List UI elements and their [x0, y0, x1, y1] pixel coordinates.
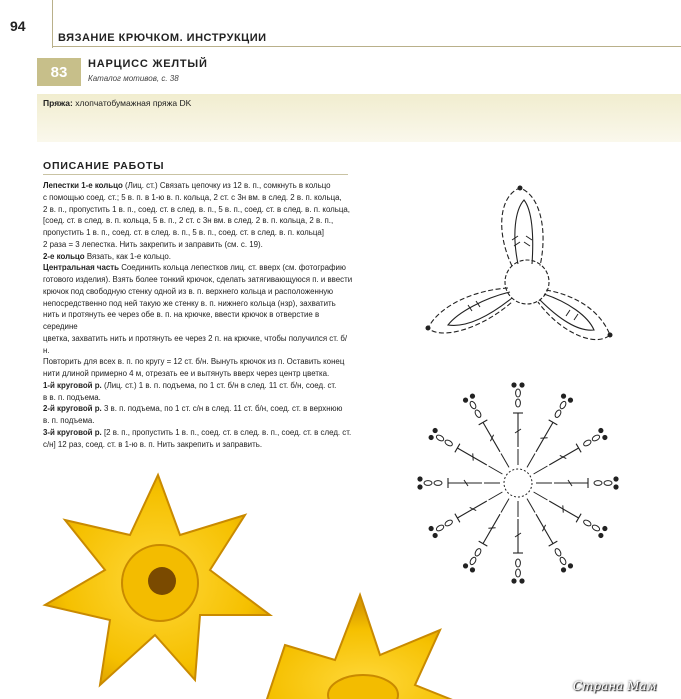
dc-stitch [536, 422, 553, 451]
center-line: нить и протянуть ее через обе в. п. на крючке, ввести крючок в отверстие в середине [43, 310, 320, 331]
chain-stitch [516, 559, 521, 567]
dc-stitch-top [479, 541, 488, 546]
motif-title: НАРЦИСС ЖЕЛТЫЙ [88, 58, 208, 70]
chain-stitch [516, 389, 521, 397]
center-line: непосредственно под ней такую же стенку в. п. нижнего кольца (нзр), захватить [43, 298, 336, 308]
dc-stitch-top [576, 444, 581, 453]
chain-stitch [559, 556, 567, 565]
ring2-line: 2-е кольцо Вязать, как 1-е кольцо. [43, 251, 171, 261]
center-chart-diagram [405, 375, 635, 600]
round1-line: 1-й круговой р. (Лиц. ст.) 1 в. п. подъема, по 1 ст. б/н в след. 11 ст. б/н, соед. ст. [43, 380, 337, 390]
chain-stitch [435, 524, 444, 532]
dc-stitch-top [549, 420, 558, 425]
slip-stitch [613, 484, 618, 489]
chain-stitch [444, 519, 453, 527]
sc-stitch [501, 499, 509, 513]
petal-chart-diagram [420, 180, 620, 360]
slip-stitch [568, 398, 573, 403]
round1-line: в в. п. подъема. [43, 392, 101, 402]
header-divider [52, 0, 53, 48]
center-line: Центральная часть Соединить кольца лепестков лиц. ст. вверх (см. фотографию [43, 263, 346, 273]
petals-line: пропустить 1 в. п., соед. ст. в след. в. п., 5 в. п., соед. ст. в след. в. п. кольца] [43, 228, 324, 237]
chain-stitch [444, 439, 453, 447]
page-number: 94 [10, 18, 26, 34]
round2-line: 2-й круговой р. 3 в. п. подъема, по 1 ст. с/н в след. 11 ст. б/н, соед. ст. в верхнюю [43, 404, 343, 414]
chain-stitch [435, 434, 444, 442]
slip-stitch [602, 526, 607, 531]
slip-stitch [613, 476, 618, 481]
slip-stitch [568, 563, 573, 568]
instructions-text [43, 180, 353, 450]
slip-stitch [598, 533, 603, 538]
round3-line: с/н] 12 раз, соед. ст. в 1-ю в. п. Нить закрепить и заправить. [43, 439, 263, 449]
sc-stitch [489, 492, 503, 500]
petals-line: [соед. ст. в след. в. п. кольца, 5 в. п., 2 ст. с 3н вм. в след. 2 в. п. кольца, 2 в. п., [43, 216, 334, 226]
slip-stitch [417, 476, 422, 481]
yarn-value: хлопчатобумажная пряжа DK [75, 98, 192, 108]
center-line: Повторить для всех в. п. по кругу = 12 ст. б/н. Вынуть крючок из п. Оставить конец [43, 357, 345, 367]
petals-line: Лепестки 1-е кольцо (Лиц. ст.) Связать цепочку из 12 в. п., сомкнуть в кольцо [43, 181, 331, 190]
chain-stitch [583, 519, 592, 527]
chain-stitch [594, 481, 602, 486]
chain-stitch [604, 481, 612, 486]
chain-stitch [591, 524, 600, 532]
slip-stitch [429, 526, 434, 531]
dc-stitch [457, 448, 486, 465]
dc-stitch-top [455, 444, 460, 453]
chain-stitch [469, 556, 477, 565]
chain-stitch [591, 434, 600, 442]
dc-stitch-top [455, 514, 460, 523]
slip-stitch [519, 578, 524, 583]
daffodil-photo-1 [30, 465, 280, 699]
sc-stitch [534, 492, 548, 500]
slip-stitch [598, 428, 603, 433]
dc-stitch-top [479, 420, 488, 425]
slip-stitch [511, 578, 516, 583]
dc-stitch [549, 448, 578, 465]
center-line: готового изделия). Взять более тонкий крючок, сделать затягивающуюся п. и ввести [43, 275, 353, 284]
sc-stitch [489, 466, 503, 474]
dc-stitch [536, 514, 553, 543]
yarn-label: Пряжа: [43, 98, 73, 108]
petals-line: 2 в. п., пропустить 1 в. п., соед. ст. в след. в. п., 5 в. п., соед. ст. в след. в. п. кольца, [43, 204, 350, 214]
slip-stitch [429, 435, 434, 440]
chain-stitch [474, 548, 482, 557]
dc-stitch [457, 501, 486, 518]
slip-stitch [519, 382, 524, 387]
center-ring [504, 469, 532, 497]
motif-catalog-ref: Каталог мотивов, с. 38 [88, 74, 179, 83]
slip-stitch [511, 382, 516, 387]
slip-stitch [417, 484, 422, 489]
section-title: ОПИСАНИЕ РАБОТЫ [43, 160, 165, 172]
section-rule [43, 174, 348, 175]
chain-stitch [516, 569, 521, 577]
motif-number-badge: 83 [37, 58, 81, 86]
petals-line: с помощью соед. ст.; 5 в. п. в 1-ю в. п. кольца, 2 ст. с 3н вм. в след. 2 в. п. кольца, [43, 192, 342, 202]
chain-stitch [474, 409, 482, 418]
petals-line: 2 раза = 3 лепестка. Нить закрепить и заправить (см. с. 19). [43, 239, 263, 249]
chain-stitch [554, 409, 562, 418]
slip-stitch [561, 567, 566, 572]
chain-stitch [434, 481, 442, 486]
round2-line: в. п. подъема. [43, 416, 95, 425]
slip-stitch [602, 435, 607, 440]
slip-stitch [470, 394, 475, 399]
chain-stitch [583, 439, 592, 447]
chain-stitch [424, 481, 432, 486]
sc-stitch [501, 454, 509, 468]
header-rule [52, 46, 681, 47]
slip-stitch [470, 567, 475, 572]
slip-stitch [561, 394, 566, 399]
slip-stitch [463, 563, 468, 568]
daffodil-photo-2 [265, 590, 465, 699]
dc-stitch-top [549, 541, 558, 546]
chain-stitch [469, 400, 477, 409]
dc-stitch-top [576, 514, 581, 523]
center-line: цветка, захватить нить и протянуть ее через 2 п. на крючке, чтобы получился ст. б/н. [43, 333, 348, 355]
center-line: нити длиной примерно 4 м, отрезать ее и вытянуть вверх через центр цветка. [43, 369, 330, 378]
chain-stitch [559, 400, 567, 409]
dc-stitch [483, 422, 500, 451]
sc-stitch [527, 454, 535, 468]
center-line: крючок под свободную стенку одной из в. п. верхнего кольца и расположенную [43, 286, 334, 296]
yarn-info [43, 98, 191, 108]
chain-stitch [554, 548, 562, 557]
slip-stitch [463, 398, 468, 403]
dc-stitch [483, 514, 500, 543]
slip-stitch [433, 533, 438, 538]
chain-stitch [516, 399, 521, 407]
sc-stitch [527, 499, 535, 513]
sc-stitch [534, 466, 548, 474]
round3-line: 3-й круговой р. [2 в. п., пропустить 1 в. п., соед. ст. в след. в. п., соед. ст. в след. ст. [43, 427, 352, 437]
dc-stitch [549, 501, 578, 518]
watermark-text: Страна Мам [573, 679, 657, 693]
running-head: ВЯЗАНИЕ КРЮЧКОМ. ИНСТРУКЦИИ [58, 32, 267, 44]
slip-stitch [433, 428, 438, 433]
